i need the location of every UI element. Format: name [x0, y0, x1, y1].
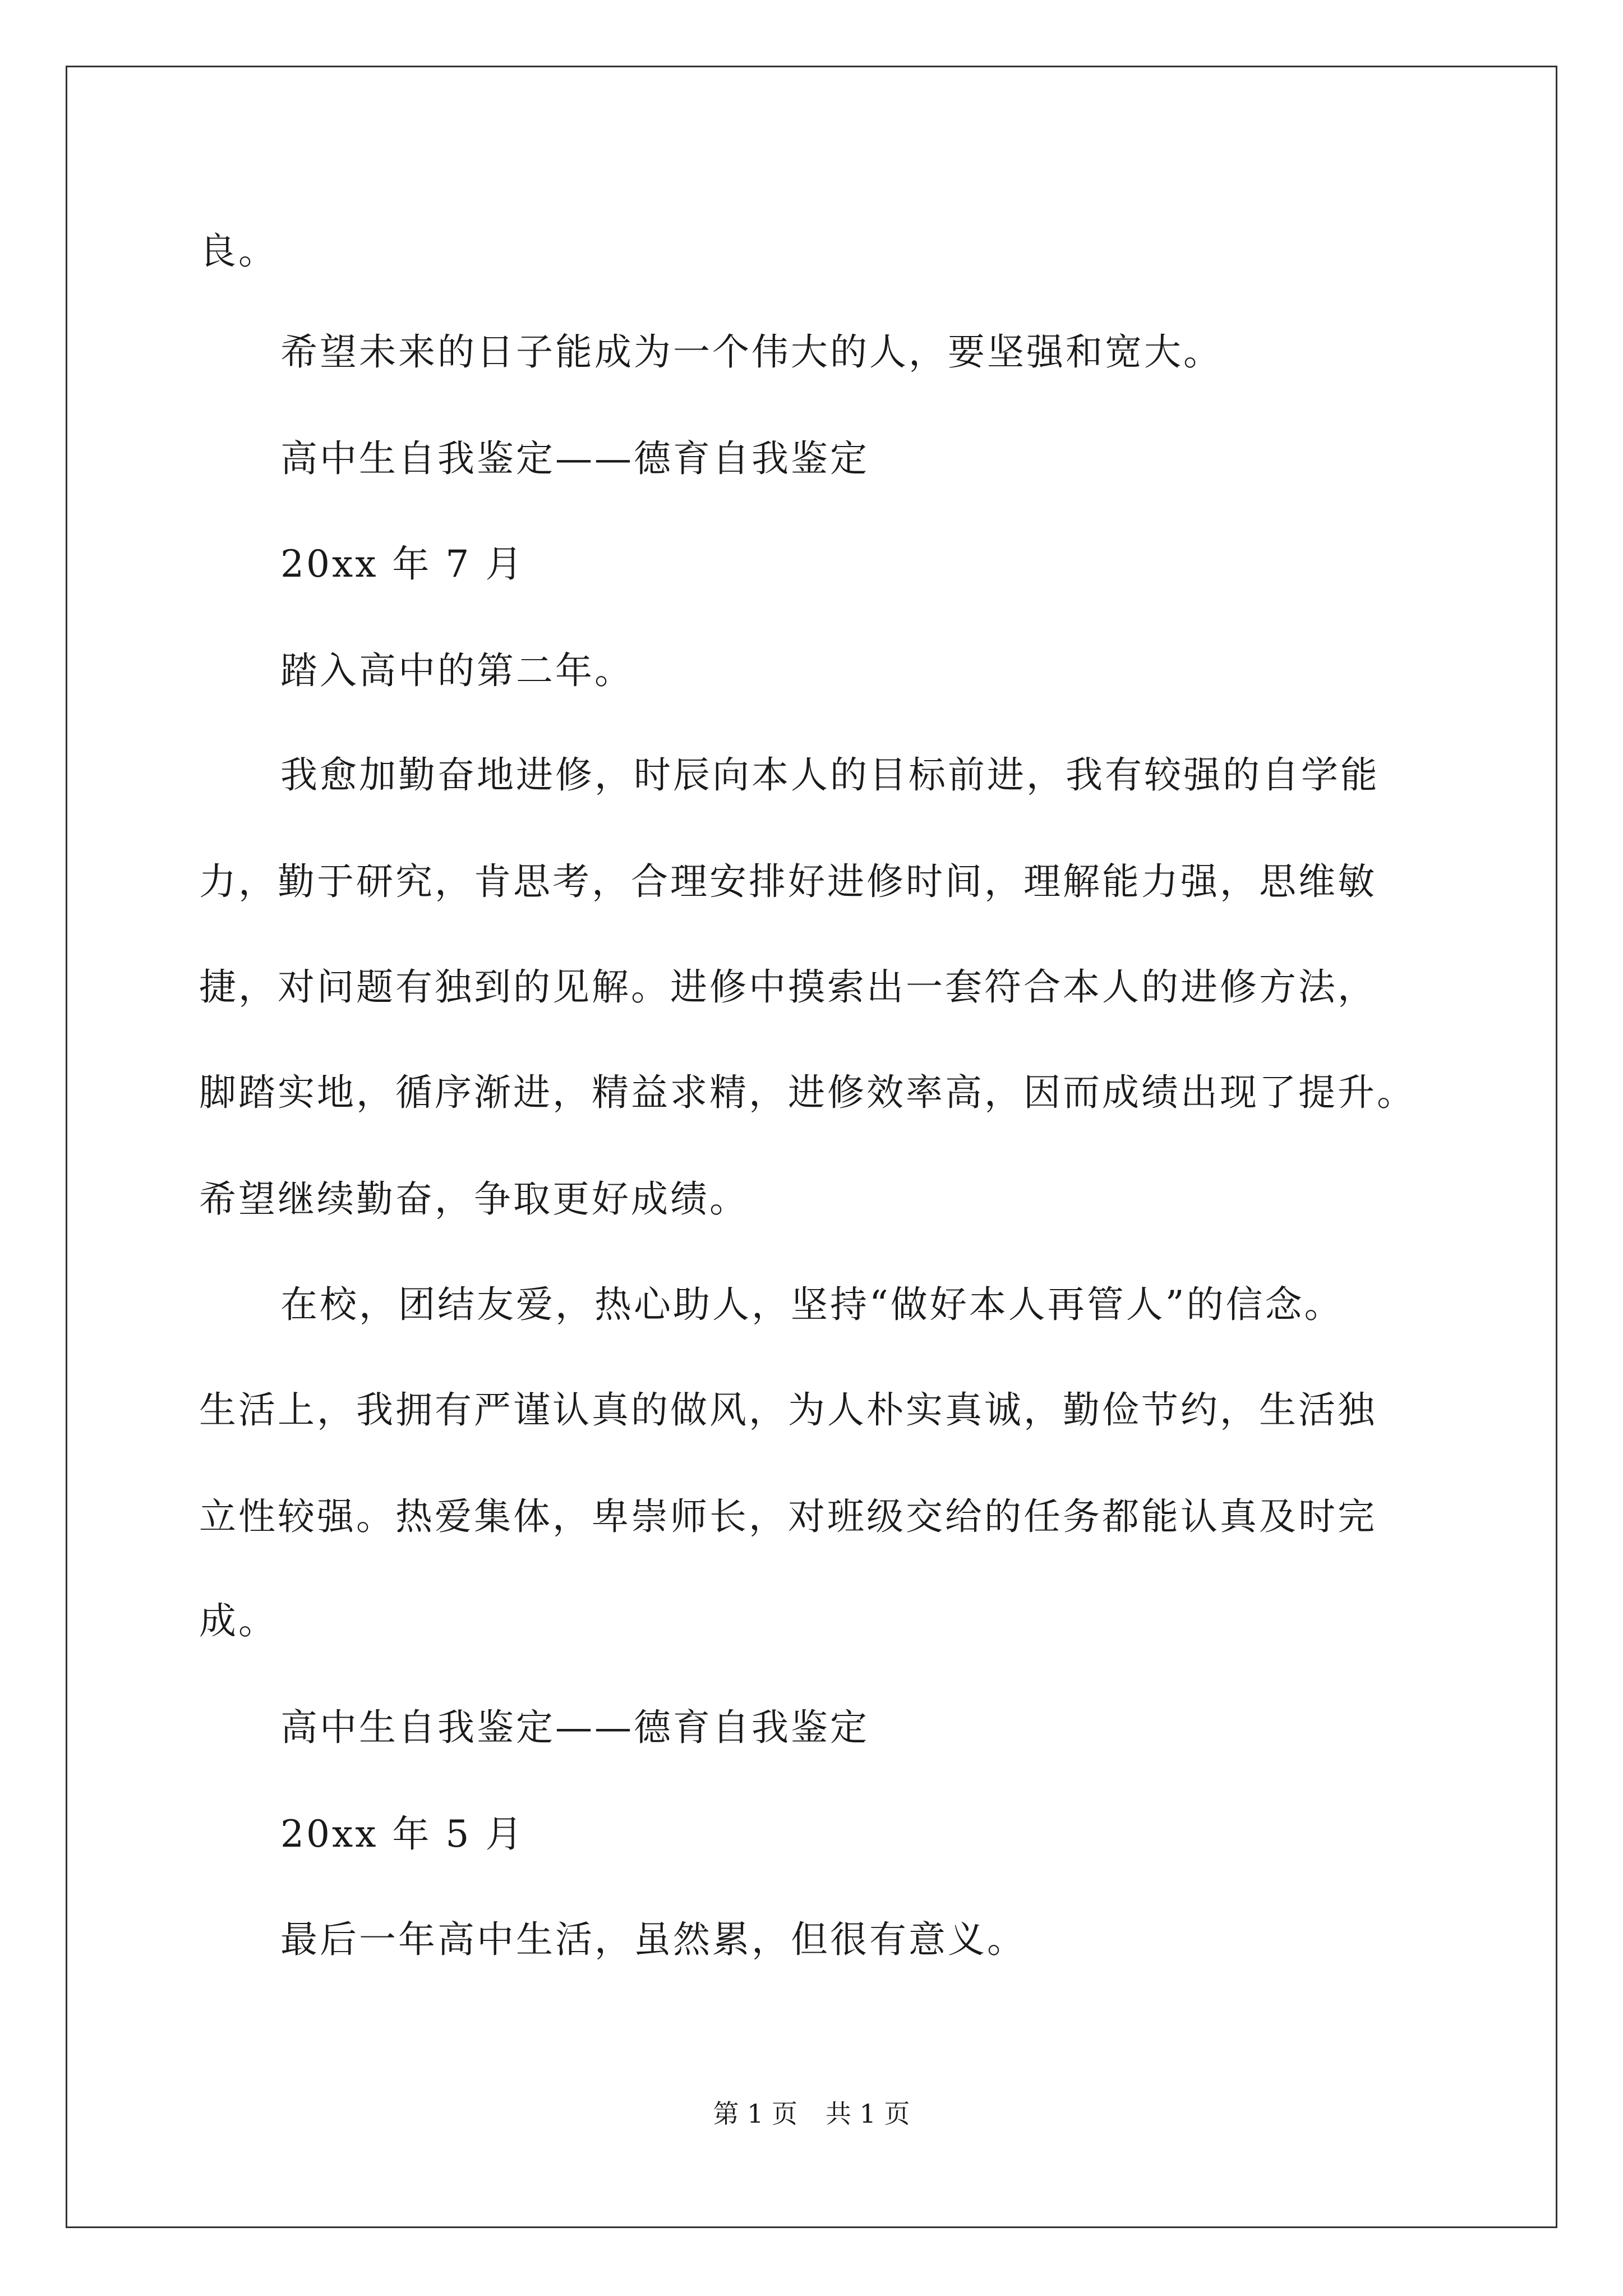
paragraph-line: 良。 — [199, 229, 278, 273]
paragraph-line: 立性较强。热爱集体，卑崇师长，对班级交给的任务都能认真及时完 — [199, 1495, 1377, 1538]
paragraph-line: 希望未来的日子能成为一个伟大的人，要坚强和宽大。 — [280, 330, 1223, 374]
page-number: 第 1 页 — [713, 2099, 797, 2129]
paragraph-line: 力，勤于研究，肯思考，合理安排好进修时间，理解能力强，思维敏 — [199, 860, 1377, 903]
paragraph-line: 成。 — [199, 1599, 278, 1642]
paragraph-line: 踏入高中的第二年。 — [280, 649, 634, 692]
paragraph-line: 希望继续勤奋，争取更好成绩。 — [199, 1177, 749, 1221]
paragraph-line: 在校，团结友爱，热心助人，坚持“做好本人再管人”的信念。 — [280, 1283, 1344, 1326]
page-border — [66, 66, 1557, 2228]
date-line: 20xx 年 5 月 — [280, 1812, 525, 1856]
paragraph-line: 脚踏实地，循序渐进，精益求精，进修效率高，因而成绩出现了提升。 — [199, 1071, 1416, 1114]
paragraph-line: 捷，对问题有独到的见解。进修中摸索出一套符合本人的进修方法， — [199, 965, 1377, 1009]
page-footer — [0, 2097, 1623, 2131]
paragraph-line: 最后一年高中生活，虽然累，但很有意义。 — [280, 1918, 1026, 1961]
paragraph-line: 我愈加勤奋地进修，时辰向本人的目标前进，我有较强的自学能 — [280, 753, 1380, 797]
page-total: 共 1 页 — [826, 2099, 910, 2129]
date-line: 20xx 年 7 月 — [280, 542, 525, 586]
paragraph-line: 生活上，我拥有严谨认真的做风，为人朴实真诚，勤俭节约，生活独 — [199, 1388, 1377, 1432]
section-heading: 高中生自我鉴定——德育自我鉴定 — [280, 437, 869, 480]
section-heading: 高中生自我鉴定——德育自我鉴定 — [280, 1706, 869, 1749]
